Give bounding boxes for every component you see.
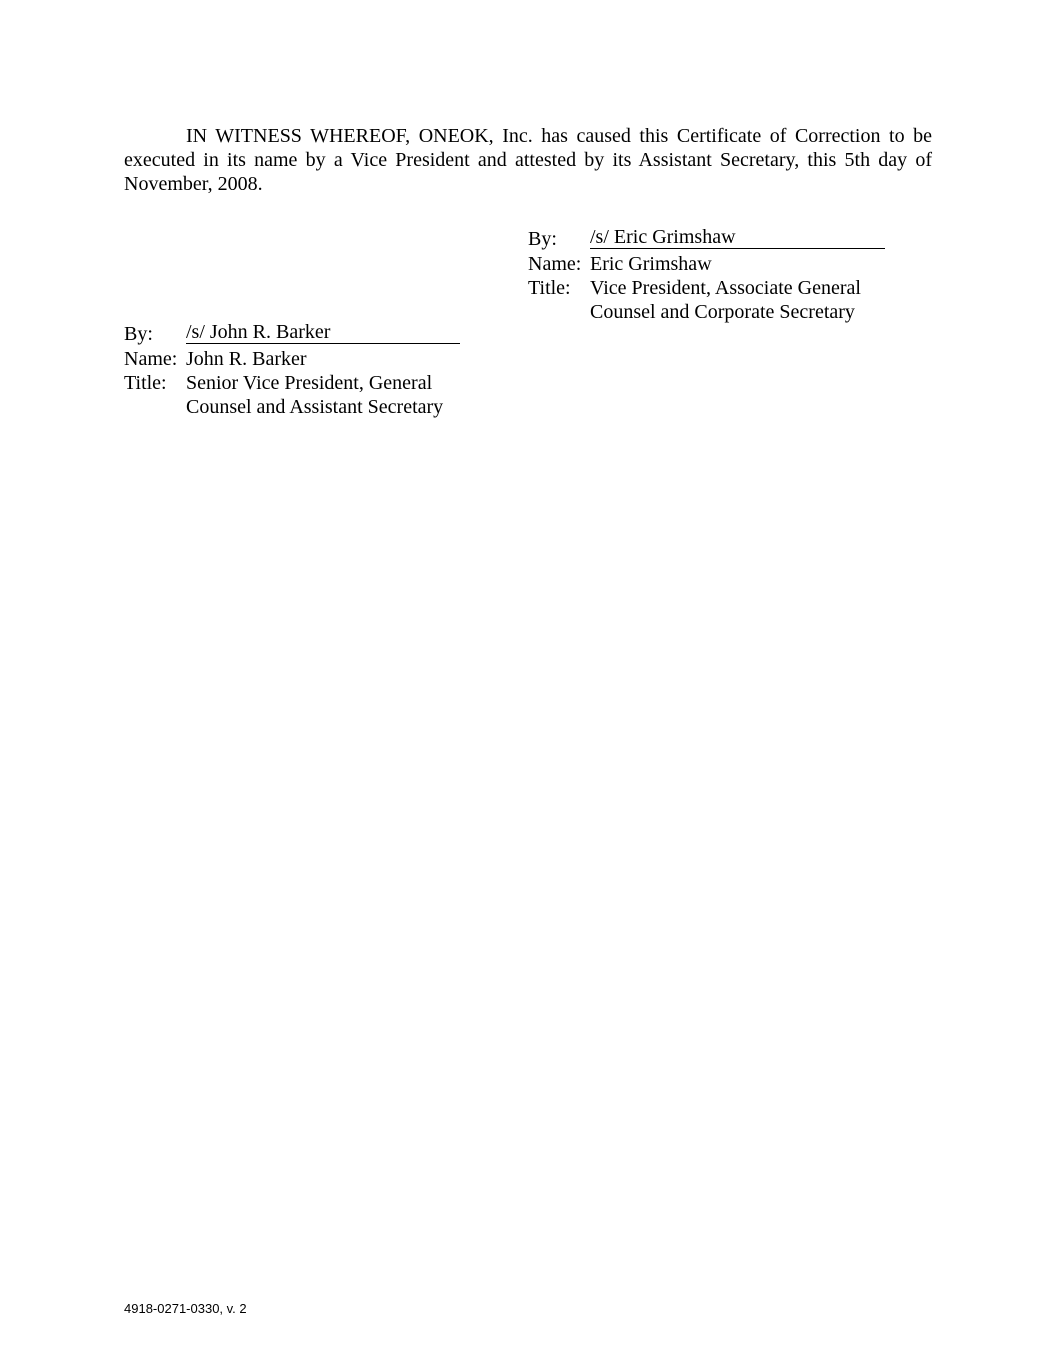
signer-name: Eric Grimshaw xyxy=(590,253,712,275)
title-label: Title: xyxy=(124,372,167,394)
by-label: By: xyxy=(124,323,153,345)
name-row xyxy=(124,347,460,371)
title-label: Title: xyxy=(528,277,571,299)
signer-title-line-1: Vice President, Associate General xyxy=(590,277,861,299)
signer-title xyxy=(590,276,861,324)
signer-title xyxy=(186,371,443,419)
title-row xyxy=(124,371,460,419)
signature-line: /s/ Eric Grimshaw xyxy=(590,227,885,249)
title-row xyxy=(528,276,885,324)
name-label: Name: xyxy=(528,253,582,275)
witness-paragraph: IN WITNESS WHEREOF, ONEOK, Inc. has caused this Certificate of Correction to be executed in its name by a Vice President and attested by its Assistant Secretary, this 5th day of November, 2008. xyxy=(124,125,932,195)
signer-title-line-1: Senior Vice President, General xyxy=(186,372,433,394)
signature-block-eric-grimshaw xyxy=(528,227,885,324)
signer-title-line-2: Counsel and Corporate Secretary xyxy=(590,301,855,323)
signature-line: /s/ John R. Barker xyxy=(186,322,460,344)
by-label: By: xyxy=(528,228,557,250)
name-row xyxy=(528,252,885,276)
by-row xyxy=(528,227,885,252)
signature-block-john-barker xyxy=(124,322,460,419)
signer-title-line-2: Counsel and Assistant Secretary xyxy=(186,396,444,418)
name-label: Name: xyxy=(124,348,178,370)
signer-name: John R. Barker xyxy=(186,348,307,370)
document-id-footer: 4918-0271-0330, v. 2 xyxy=(124,1301,247,1316)
by-row xyxy=(124,322,460,347)
